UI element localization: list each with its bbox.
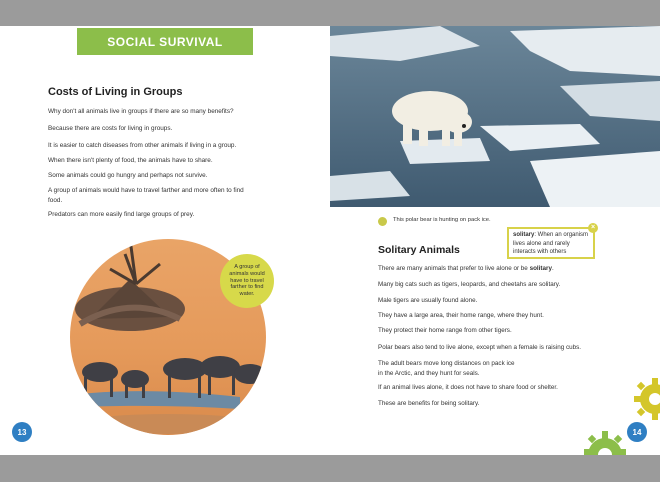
paragraph: Polar bears also tend to live alone, except when a female is raising cubs. (378, 344, 582, 351)
x-icon: × (588, 223, 598, 233)
paragraph: If an animal lives alone, it does not have to share food or shelter. (378, 384, 558, 391)
paragraph: These are benefits for being solitary. (378, 400, 480, 407)
section-heading-costs: Costs of Living in Groups (48, 86, 183, 98)
camera-icon (378, 217, 387, 226)
gear-icon (582, 429, 628, 455)
paragraph: A group of animals would have to travel farther and more often to find food. (48, 187, 244, 204)
chapter-banner: SOCIAL SURVIVAL (77, 28, 253, 55)
paragraph: The adult bears move long distances on pack ice in the Arctic, and they hunt for seals. (378, 360, 515, 377)
paragraph: Many big cats such as tigers, leopards, and cheetahs are solitary. (378, 281, 561, 288)
paragraph: They have a large area, their home range, where they hunt. (378, 312, 544, 319)
page-number-left: 13 (12, 422, 32, 442)
photo-caption: This polar bear is hunting on pack ice. (393, 217, 491, 223)
callout-text: A group of animals would have to travel farther to find water. (229, 264, 265, 298)
right-page (330, 26, 660, 455)
paragraph: They protect their home range from other tigers. (378, 327, 512, 334)
polar-bear-photo (330, 26, 660, 207)
glossary-definition: : When an organism lives alone and rarely interacts with others (513, 232, 589, 255)
top-bar (0, 0, 660, 26)
bottom-bar (0, 455, 660, 482)
gear-icon (623, 374, 660, 424)
paragraph: Predators can more easily find large groups of prey. (48, 211, 195, 218)
intro-bold-term: solitary (529, 265, 552, 272)
section-heading-solitary: Solitary Animals (378, 244, 460, 256)
glossary-term: solitary (513, 232, 535, 238)
paragraph: Male tigers are usually found alone. (378, 297, 478, 304)
paragraph: Because there are costs for living in groups. (48, 125, 173, 132)
water-callout (220, 254, 274, 308)
paragraph: When there isn't plenty of food, the animals have to share. (48, 157, 213, 164)
paragraph: It is easier to catch diseases from other animals if living in a group. (48, 142, 237, 149)
intro-text: There are many animals that prefer to live alone or be (378, 265, 530, 272)
paragraph: Why don't all animals live in groups if there are so many benefits? (48, 108, 234, 115)
left-page (0, 26, 330, 455)
glossary-box (507, 223, 596, 259)
intro-suffix: . (551, 265, 554, 272)
paragraph (378, 264, 618, 274)
page-number-right: 14 (627, 422, 647, 442)
paragraph: Some animals could go hungry and perhaps not survive. (48, 172, 208, 179)
